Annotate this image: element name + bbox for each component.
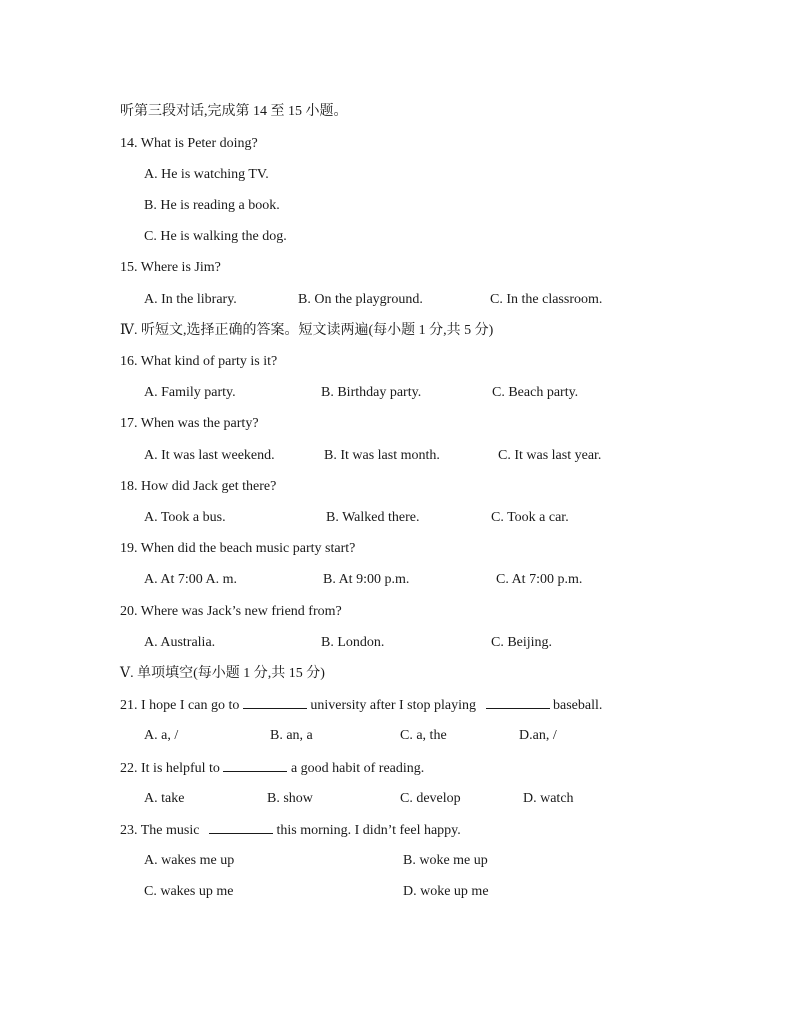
question-16-option-c: C. Beach party.	[492, 385, 579, 400]
answer-blank	[209, 821, 273, 834]
question-16-stem: 16. What kind of party is it?	[120, 354, 278, 369]
question-23-stem-end: this morning. I didn’t feel happy.	[276, 823, 461, 838]
question-14-option-a: A. He is watching TV.	[144, 167, 269, 182]
question-23-option-b: B. woke me up	[403, 853, 488, 868]
question-18-option-b: B. Walked there.	[326, 510, 420, 525]
section-intro: 听第三段对话,完成第 14 至 15 小题。	[120, 104, 348, 119]
question-18-option-c: C. Took a car.	[491, 510, 569, 525]
question-17-option-b: B. It was last month.	[324, 448, 440, 463]
answer-blank	[223, 759, 287, 772]
question-20-stem: 20. Where was Jack’s new friend from?	[120, 604, 342, 619]
question-19-option-b: B. At 9:00 p.m.	[323, 572, 410, 587]
question-15-stem: 15. Where is Jim?	[120, 260, 221, 275]
question-22-option-b: B. show	[267, 791, 313, 806]
question-17-stem: 17. When was the party?	[120, 416, 259, 431]
question-16-option-a: A. Family party.	[144, 385, 236, 400]
question-15-option-b: B. On the playground.	[298, 292, 423, 307]
question-14-option-b: B. He is reading a book.	[144, 198, 280, 213]
answer-blank	[243, 696, 307, 709]
question-20-option-a: A. Australia.	[144, 635, 216, 650]
answer-blank	[486, 696, 550, 709]
question-21-option-b: B. an, a	[270, 728, 313, 743]
question-21-option-c: C. a, the	[400, 728, 447, 743]
question-14-option-c: C. He is walking the dog.	[144, 229, 287, 244]
question-23-option-c: C. wakes up me	[144, 884, 234, 899]
question-17-option-a: A. It was last weekend.	[144, 448, 275, 463]
question-18-stem: 18. How did Jack get there?	[120, 479, 277, 494]
question-22-option-c: C. develop	[400, 791, 461, 806]
question-19-option-a: A. At 7:00 A. m.	[144, 572, 237, 587]
question-23-option-d: D. woke up me	[403, 884, 489, 899]
question-23-stem	[120, 821, 461, 840]
question-21-stem-end: baseball.	[553, 698, 603, 713]
section-4-title: Ⅳ. 听短文,选择正确的答案。短文读两遍(每小题 1 分,共 5 分)	[120, 323, 494, 338]
question-23-option-a: A. wakes me up	[144, 853, 235, 868]
question-15-option-c: C. In the classroom.	[490, 292, 603, 307]
question-22-stem-end: a good habit of reading.	[290, 761, 425, 776]
question-16-option-b: B. Birthday party.	[321, 385, 422, 400]
question-22-option-d: D. watch	[523, 791, 574, 806]
question-22-stem	[120, 759, 424, 778]
question-18-option-a: A. Took a bus.	[144, 510, 226, 525]
question-21-stem	[120, 696, 602, 715]
question-21-stem-middle: university after I stop playing	[310, 698, 476, 713]
question-19-stem: 19. When did the beach music party start?	[120, 541, 356, 556]
question-15-option-a: A. In the library.	[144, 292, 237, 307]
question-20-option-c: C. Beijing.	[491, 635, 553, 650]
question-17-option-c: C. It was last year.	[498, 448, 602, 463]
question-21-stem-start: 21. I hope I can go to	[120, 698, 240, 713]
question-14-stem: 14. What is Peter doing?	[120, 136, 258, 151]
question-19-option-c: C. At 7:00 p.m.	[496, 572, 583, 587]
question-22-option-a: A. take	[144, 791, 185, 806]
question-20-option-b: B. London.	[321, 635, 385, 650]
question-22-stem-start: 22. It is helpful to	[120, 761, 220, 776]
question-21-option-d: D.an, /	[519, 728, 557, 743]
question-21-option-a: A. a, /	[144, 728, 179, 743]
question-23-stem-start: 23. The music	[120, 823, 200, 838]
section-5-title: Ⅴ. 单项填空(每小题 1 分,共 15 分)	[120, 666, 325, 681]
